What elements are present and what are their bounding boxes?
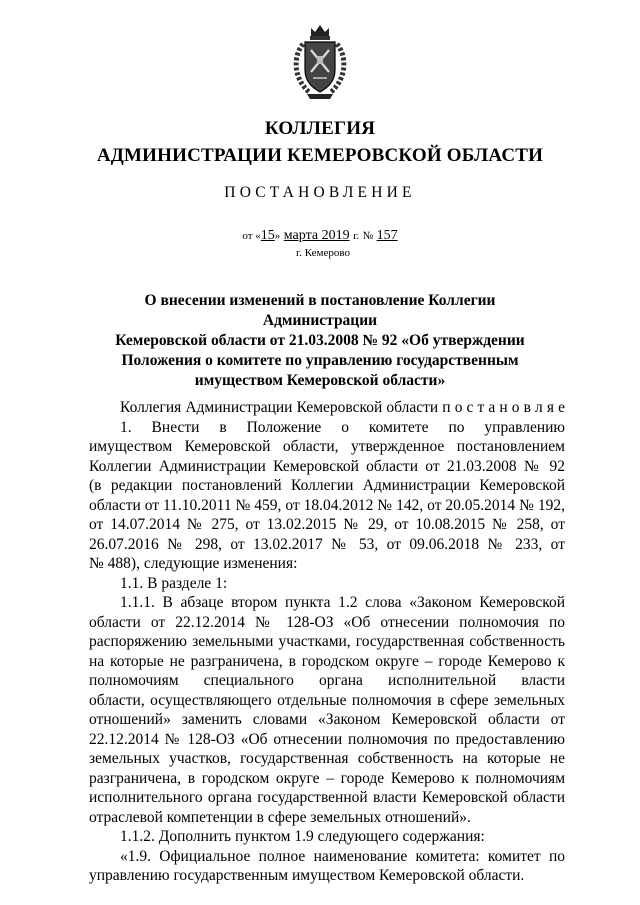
date-day: 15	[260, 228, 275, 243]
body-line: управлению государственным имуществом Кемеровской области.	[89, 867, 525, 884]
body-line: отношений» заменить словами «Законом Кемеровской области от	[89, 711, 565, 728]
body-line: 1. Внести в Положение о комитете по управлению	[120, 418, 565, 436]
body-line: 1.1.2. Дополнить пунктом 1.9 следующего содержания:	[120, 828, 485, 845]
title-line: имуществом Кемеровской области»	[194, 372, 446, 389]
date-mid: »	[274, 230, 281, 242]
body-line: земельных участков, государственная собственность на которые не	[89, 750, 565, 767]
body-line: Коллегии Администрации Кемеровской области от 21.03.2008 № 92	[89, 457, 565, 475]
body-line: имуществом Кемеровской области, утвержденное постановлением	[89, 438, 565, 455]
organization-line-2: АДМИНИСТРАЦИИ КЕМЕРОВСКОЙ ОБЛАСТИ	[96, 145, 544, 166]
organization-line-1: КОЛЛЕГИЯ	[264, 118, 376, 139]
date-prefix: от «	[242, 230, 261, 242]
body-line: отраслевой компетенции в сфере земельных отношений».	[89, 808, 471, 826]
document-body	[89, 398, 565, 886]
body-line: 26.07.2016 № 298, от 13.02.2017 № 53, от 09.06.2018 № 233, от	[89, 535, 565, 553]
body-line: 1.1.1. В абзаце втором пункта 1.2 слова «Законом Кемеровской	[120, 594, 565, 611]
body-line: на которые не разграничена, в городском округе – городе Кемерово к	[89, 652, 565, 670]
body-line: Коллегия Администрации Кемеровской области п о с т а н о в л я е	[120, 399, 565, 416]
title-line: Положения о комитете по управлению государственным	[121, 352, 519, 369]
date-number-line	[0, 228, 640, 244]
number-prefix: №	[362, 230, 374, 242]
body-line: распоряжению земельными участками, государственная собственность	[89, 633, 565, 650]
body-line: (в редакции постановлений Коллегии Администрации Кемеровской	[89, 477, 565, 494]
body-line: «1.9. Официальное полное наименование комитета: комитет по	[120, 847, 565, 865]
body-line: 22.12.2014 № 128-ОЗ «Об отнесении полномочия по предоставлению	[89, 730, 565, 748]
document-number: 157	[376, 228, 398, 243]
city: г. Кемерово	[295, 247, 351, 259]
title-line: Кемеровской области от 21.03.2008 № 92 «Об утверждении	[115, 332, 525, 349]
body-line: исполнительного органа государственной власти Кемеровской области	[89, 789, 565, 806]
year-suffix: г.	[353, 230, 360, 242]
body-line: полномочиям специального органа исполнительной власти	[89, 672, 565, 689]
document-title	[90, 291, 550, 391]
body-line: 1.1. В разделе 1:	[120, 574, 228, 592]
document-type: ПОСТАНОВЛЕНИЕ	[224, 184, 416, 201]
body-line: разграничена, в городском округе – городе Кемерово к полномочиям	[89, 769, 565, 787]
body-line: области, осуществляющего отдельные полномочия в сфере земельных	[89, 691, 565, 709]
title-line: О внесении изменений в постановление Коллегии Администрации	[144, 292, 496, 329]
body-line: области от 22.12.2014 № 128-ОЗ «Об отнесении полномочия по	[89, 613, 565, 631]
date-month-year: марта 2019	[283, 228, 350, 243]
body-line: № 488), следующие изменения:	[89, 555, 298, 572]
body-line: от 14.07.2014 № 275, от 13.02.2015 № 29, от 10.08.2015 № 258, от	[89, 516, 565, 533]
body-line: области от 11.10.2011 № 459, от 18.04.2012 № 142, от 20.05.2014 № 192,	[89, 496, 565, 514]
coat-of-arms-icon	[289, 22, 351, 102]
